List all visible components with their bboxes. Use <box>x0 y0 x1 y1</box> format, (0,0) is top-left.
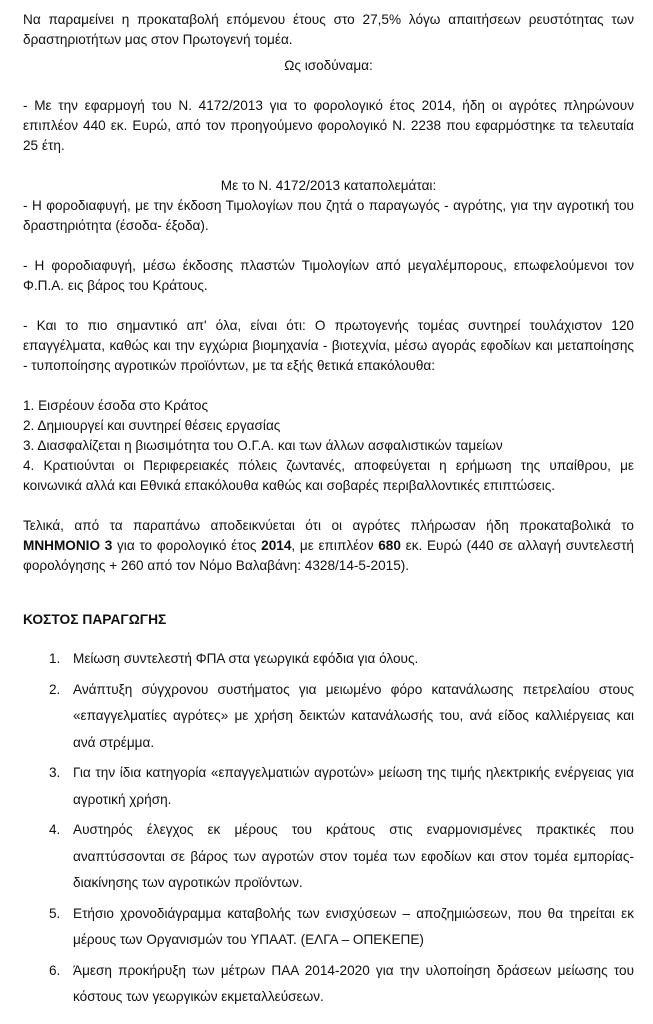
cost-item-text: Άμεση προκήρυξη των μέτρων ΠΑΑ 2014-2020 για την υλοποίηση δράσεων μείωσης του κόστους των γεωργικών εκμεταλλεύσεων. <box>73 962 634 1004</box>
consequence-item: 4. Κρατιούνται οι Περιφερειακές πόλεις ζωντανές, αποφεύγεται η ερήμωση της υπαίθρου, με κοινωνικά αλλά και Εθνικά επακόλουθα καθώς και σοβαρές περιβαλλοντικές επιπτώσεις. <box>23 458 634 493</box>
cost-item-text: Για την ίδια κατηγορία «επαγγελματιών αγροτών» μείωση της τιμής ηλεκτρικής ενέργειας για αγροτική χρήση. <box>73 765 634 807</box>
combat-item: - Η φοροδιαφυγή, μέσω έκδοσης πλαστών Τιμολογίων από μεγαλέμπορους, επωφελούμενοι τον Φ.Π.Α. εις βάρος του Κράτους. <box>23 258 634 293</box>
equivalent-heading: Ως ισοδύναμα: <box>284 58 373 73</box>
cost-heading: ΚΟΣΤΟΣ ΠΑΡΑΓΩΓΗΣ <box>23 612 167 627</box>
combat-item: - Και το πιο σημαντικό απ' όλα, είναι ότι: Ο πρωτογενής τομέας συντηρεί τουλάχιστον 120 επαγγέλματα, καθώς και την εγχώρια βιομηχανία - βιοτεχνία, μέσω αγοράς εφοδίων και μεταποίησης - τυποποίησης αγροτικών προϊόντων, με τα εξής θετικά επακόλουθα: <box>23 318 634 373</box>
cost-item <box>49 760 634 813</box>
extra-amount: 680 <box>378 538 401 553</box>
conclusion-paragraph <box>23 516 634 576</box>
cost-item-text: Ετήσιο χρονοδιάγραμμα καταβολής των ενισχύσεων – αποζημιώσεων, που θα τηρείται εκ μέρους των Οργανισμών του ΥΠΑΑΤ. (ΕΛΓΑ – ΟΠΕΚΕΠΕ) <box>73 905 634 947</box>
intro-paragraph: Να παραμείνει η προκαταβολή επόμενου έτους στο 27,5% λόγω απαιτήσεων ρευστότητας των δραστηριοτήτων μας στον Πρωτογενή τομέα. <box>23 12 634 47</box>
cost-item-number: 5. <box>49 905 61 921</box>
conclusion-text: , με επιπλέον <box>291 538 379 553</box>
cost-item <box>49 677 634 757</box>
conclusion-text: Τελικά, από τα παραπάνω αποδεικνύεται ότι οι αγρότες πλήρωσαν ήδη προκαταβολικά το <box>23 518 634 533</box>
consequences-list <box>23 396 634 496</box>
combat-item: - Η φοροδιαφυγή, με την έκδοση Τιμολογίων που ζητά ο παραγωγός - αγρότης, για την αγροτική του δραστηριότητα (έσοδα- έξοδα). <box>23 198 634 233</box>
conclusion-text: εκ. Ευρώ (440 σε αλλαγή συντελεστή φορολόγησης + 260 από τον Νόμο Βαλαβάνη: 4328/14-5-2015). <box>23 538 634 573</box>
cost-item-number: 1. <box>49 651 61 666</box>
cost-item <box>49 901 634 954</box>
cost-item-number: 4. <box>49 822 61 837</box>
conclusion-text: για το φορολογικό έτος <box>112 538 262 553</box>
cost-item-number: 3. <box>49 765 61 780</box>
cost-list <box>49 646 634 1011</box>
cost-item <box>49 646 634 673</box>
cost-item-text: Αυστηρός έλεγχος εκ μέρους του κράτους στις εναρμονισμένες πρακτικές που αναπτύσσονται σε βάρος των αγροτών στον τομέα των εφοδίων και στον τομέα εμπορίας- διακίνησης των αγροτικών προϊόντων. <box>73 822 634 890</box>
cost-item-number: 6. <box>49 962 61 978</box>
consequence-item: 3. Διασφαλίζεται η βιωσιμότητα του Ο.Γ.Α. και των άλλων ασφαλιστικών ταμείων <box>23 438 503 453</box>
consequence-item: 2. Δημιουργεί και συντηρεί θέσεις εργασίας <box>23 418 281 433</box>
cost-item <box>49 958 634 1011</box>
fiscal-year: 2014 <box>261 538 292 553</box>
document-page <box>23 0 634 1015</box>
law-paragraph: - Με την εφαρμογή του Ν. 4172/2013 για το φορολογικό έτος 2014, ήδη οι αγρότες πληρώνουν επιπλέον 440 εκ. Ευρώ, από τον προηγούμενο φορολογικό Ν. 2238 που εφαρμόστηκε τα τελευταία 25 έτη. <box>23 98 634 153</box>
cost-item-number: 2. <box>49 681 61 697</box>
cost-item-text: Ανάπτυξη σύγχρονου συστήματος για μειωμένο φόρο κατανάλωσης πετρελαίου στους «επαγγελματίες αγρότες» με χρήση δεικτών κατανάλωσής του, ανά είδος καλλιέργειας και ανά στρέμμα. <box>73 681 634 750</box>
cost-item-text: Μείωση συντελεστή ΦΠΑ στα γεωργικά εφόδια για όλους. <box>73 651 419 666</box>
cost-item <box>49 817 634 897</box>
combat-heading: Με το Ν. 4172/2013 καταπολεμάται: <box>220 178 437 193</box>
memo-name: ΜΝΗΜΟΝΙΟ 3 <box>23 538 113 553</box>
consequence-item: 1. Εισρέουν έσοδα στο Κράτος <box>23 398 209 413</box>
